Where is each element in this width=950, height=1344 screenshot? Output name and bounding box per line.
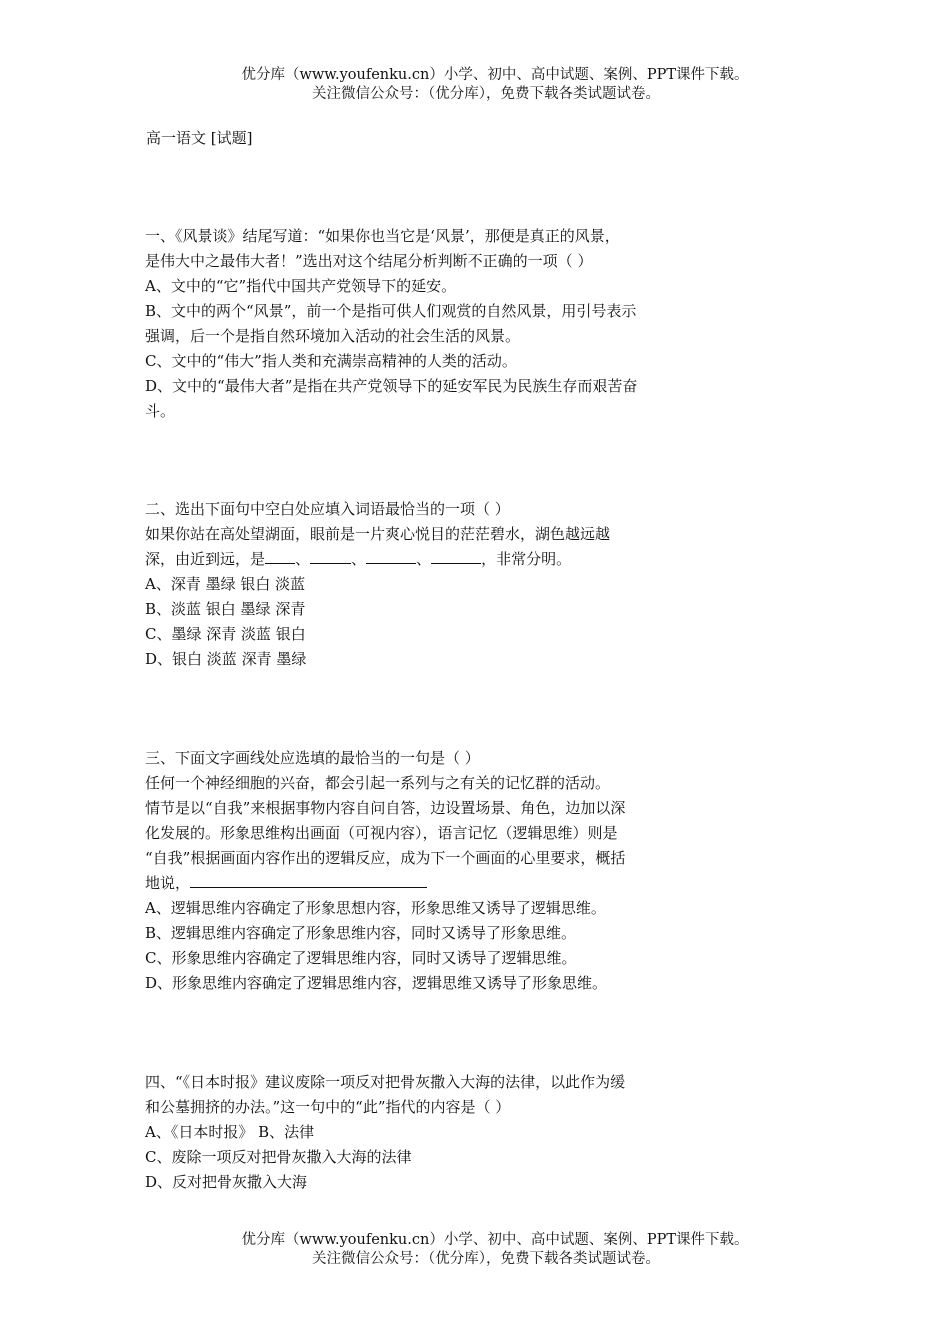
q4-option-ab: A、《日本时报》 B、法律: [145, 1123, 315, 1141]
footer-line-1: 优分库（www.youfenku.cn）小学、初中、高中试题、案例、PPT课件下载。: [241, 1232, 749, 1248]
question-1: [145, 224, 735, 424]
q3-option-d: D、形象思维内容确定了逻辑思维内容，逻辑思维又诱导了形象思维。: [145, 974, 608, 992]
doc-title: 高一语文 [试题]: [146, 129, 253, 147]
q2-option-d: D、银白 淡蓝 深青 墨绿: [145, 650, 307, 668]
q3-option-c: C、形象思维内容确定了逻辑思维内容，同时又诱导了逻辑思维。: [145, 949, 577, 967]
header-line-1: 优分库（www.youfenku.cn）小学、初中、高中试题、案例、PPT课件下载。: [241, 67, 749, 83]
q3-text: 化发展的。形象思维构出画面（可视内容），语言记忆（逻辑思维）则是: [145, 824, 618, 842]
page-footer: [0, 1231, 950, 1269]
q3-text: 情节是以“自我”来根据事物内容自问自答，边设置场景、角色，边加以深: [145, 799, 626, 817]
q2-sentence-blanks: [145, 547, 735, 572]
q1-line: 是伟大中之最伟大者！”选出对这个结尾分析判断不正确的一项（ ）: [145, 252, 593, 270]
fill-blank: [190, 871, 427, 888]
q1-option-a: A、文中的“它”指代中国共产党领导下的延安。: [145, 277, 457, 295]
q3-text: “自我”根据画面内容作出的逻辑反应，成为下一个画面的心里要求，概括: [145, 849, 626, 867]
fill-blank: [366, 547, 416, 564]
q1-option-d: D、文中的“最伟大者”是指在共产党领导下的延安军民为民族生存而艰苦奋: [145, 377, 638, 395]
q3-option-a: A、逻辑思维内容确定了形象思想内容，形象思维又诱导了逻辑思维。: [145, 899, 606, 917]
q2-option-a: A、深青 墨绿 银白 淡蓝: [145, 575, 306, 593]
q4-stem-cont: 和公墓拥挤的办法。”这一句中的“此”指代的内容是（ ）: [145, 1098, 511, 1116]
fill-blank: [265, 547, 295, 564]
fill-blank: [310, 547, 351, 564]
fill-blank: [431, 547, 481, 564]
q2-stem: 二、选出下面句中空白处应填入词语最恰当的一项（ ）: [145, 500, 510, 518]
page-header: [0, 66, 950, 104]
q2-option-c: C、墨绿 深青 淡蓝 银白: [145, 625, 306, 643]
q4-stem: 四、“《日本时报》建议废除一项反对把骨灰撒入大海的法律，以此作为缓: [145, 1073, 626, 1091]
q3-blank-prefix: 地说，: [145, 874, 191, 892]
q4-option-c: C、废除一项反对把骨灰撒入大海的法律: [145, 1148, 412, 1166]
q4-option-d: D、反对把骨灰撒入大海: [145, 1173, 308, 1191]
question-2: [145, 497, 735, 672]
question-4: [145, 1070, 735, 1195]
q3-option-b: B、逻辑思维内容确定了形象思维内容，同时又诱导了形象思维。: [145, 924, 577, 942]
question-3: [145, 746, 735, 996]
q2-sentence: 如果你站在高处望湖面，眼前是一片爽心悦目的茫茫碧水，湖色越远越: [145, 525, 611, 543]
header-line-2: 关注微信公众号：（优分库），免费下载各类试题试卷。: [312, 86, 660, 102]
separator: 、: [416, 550, 432, 568]
q2-option-b: B、淡蓝 银白 墨绿 深青: [145, 600, 306, 618]
q3-blank-line: [145, 871, 735, 896]
q2-blank-prefix: 深，由近到远，是: [145, 550, 266, 568]
separator: 、: [295, 550, 311, 568]
q1-option-b: B、文中的两个“风景”，前一个是指可供人们观赏的自然风景，用引号表示: [145, 302, 637, 320]
q1-option-c: C、文中的“伟大”指人类和充满崇高精神的人类的活动。: [145, 352, 517, 370]
q1-line: 一、《风景谈》结尾写道：“如果你也当它是‘风景’，那便是真正的风景，: [145, 227, 620, 245]
q1-option-b-cont: 强调，后一个是指自然环境加入活动的社会生活的风景。: [145, 327, 521, 345]
q2-blank-suffix: ，非常分明。: [481, 550, 572, 568]
q1-option-d-cont: 斗。: [145, 402, 176, 420]
footer-line-2: 关注微信公众号：（优分库），免费下载各类试题试卷。: [312, 1251, 660, 1267]
q3-text: 任何一个神经细胞的兴奋，都会引起一系列与之有关的记忆群的活动。: [145, 774, 611, 792]
q3-stem: 三、下面文字画线处应选填的最恰当的一句是（ ）: [145, 749, 480, 767]
separator: 、: [351, 550, 367, 568]
